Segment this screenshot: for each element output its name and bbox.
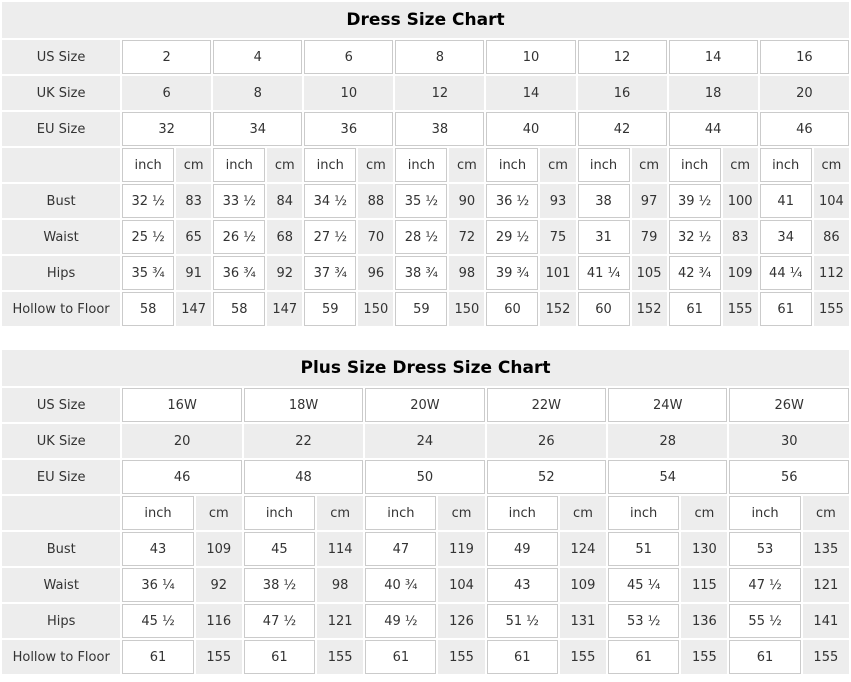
measure-inch-cell: 35 ½	[395, 184, 447, 218]
measure-cm-cell: 104	[438, 568, 484, 602]
unit-header-row	[2, 496, 849, 530]
measure-inch-cell: 40 ¾	[365, 568, 436, 602]
measure-inch-cell: 28 ½	[395, 220, 447, 254]
unit-row-spacer	[2, 148, 120, 182]
measure-inch-cell: 38 ½	[244, 568, 315, 602]
unit-inch-header: inch	[395, 148, 447, 182]
unit-cm-header: cm	[632, 148, 667, 182]
measure-inch-cell: 47 ½	[729, 568, 800, 602]
measure-cm-cell: 83	[176, 184, 211, 218]
size-value-cell: 50	[365, 460, 484, 494]
size-value-cell: 12	[578, 40, 667, 74]
measure-cm-cell: 104	[814, 184, 849, 218]
measurement-row	[2, 604, 849, 638]
measure-cm-cell: 155	[681, 640, 727, 674]
unit-inch-header: inch	[608, 496, 679, 530]
size-value-cell: 12	[395, 76, 484, 110]
size-value-cell: 20	[122, 424, 241, 458]
measure-cm-cell: 98	[449, 256, 484, 290]
measure-cm-cell: 141	[803, 604, 849, 638]
measure-cm-cell: 96	[358, 256, 393, 290]
measure-cm-cell: 115	[681, 568, 727, 602]
chart-title: Plus Size Dress Size Chart	[2, 350, 849, 386]
row-label: Hollow to Floor	[2, 640, 120, 674]
size-row	[2, 460, 849, 494]
measure-inch-cell: 39 ¾	[486, 256, 538, 290]
unit-cm-header: cm	[449, 148, 484, 182]
measure-inch-cell: 61	[244, 640, 315, 674]
size-value-cell: 10	[486, 40, 575, 74]
size-value-cell: 32	[122, 112, 211, 146]
measure-cm-cell: 155	[317, 640, 363, 674]
measure-cm-cell: 124	[560, 532, 606, 566]
measure-cm-cell: 147	[176, 292, 211, 326]
unit-cm-header: cm	[681, 496, 727, 530]
measure-cm-cell: 105	[632, 256, 667, 290]
measure-inch-cell: 37 ¾	[304, 256, 356, 290]
measure-cm-cell: 130	[681, 532, 727, 566]
measure-inch-cell: 43	[122, 532, 193, 566]
size-value-cell: 56	[729, 460, 849, 494]
row-label: US Size	[2, 40, 120, 74]
row-label: Hollow to Floor	[2, 292, 120, 326]
size-value-cell: 34	[213, 112, 302, 146]
unit-cm-header: cm	[196, 496, 242, 530]
chart-title: Dress Size Chart	[2, 2, 849, 38]
unit-inch-header: inch	[213, 148, 265, 182]
size-value-cell: 46	[760, 112, 849, 146]
measure-inch-cell: 36 ½	[486, 184, 538, 218]
measure-inch-cell: 41 ¼	[578, 256, 630, 290]
unit-inch-header: inch	[244, 496, 315, 530]
measure-inch-cell: 60	[578, 292, 630, 326]
size-row	[2, 424, 849, 458]
row-label: Waist	[2, 568, 120, 602]
measure-cm-cell: 86	[814, 220, 849, 254]
measure-inch-cell: 35 ¾	[122, 256, 174, 290]
size-value-cell: 6	[122, 76, 211, 110]
row-label: Hips	[2, 604, 120, 638]
measure-cm-cell: 109	[723, 256, 758, 290]
plus-size-dress-size-chart-table	[0, 348, 851, 676]
measure-inch-cell: 61	[669, 292, 721, 326]
measure-inch-cell: 43	[487, 568, 558, 602]
measure-cm-cell: 135	[803, 532, 849, 566]
measure-inch-cell: 26 ½	[213, 220, 265, 254]
unit-cm-header: cm	[358, 148, 393, 182]
size-value-cell: 24	[365, 424, 484, 458]
measure-inch-cell: 34	[760, 220, 812, 254]
size-value-cell: 38	[395, 112, 484, 146]
measure-inch-cell: 31	[578, 220, 630, 254]
measure-inch-cell: 61	[122, 640, 193, 674]
size-row	[2, 40, 849, 74]
size-value-cell: 8	[213, 76, 302, 110]
unit-cm-header: cm	[176, 148, 211, 182]
row-label: Bust	[2, 532, 120, 566]
measure-inch-cell: 59	[395, 292, 447, 326]
measurement-row	[2, 184, 849, 218]
size-row	[2, 112, 849, 146]
measure-inch-cell: 34 ½	[304, 184, 356, 218]
measure-inch-cell: 41	[760, 184, 812, 218]
measure-inch-cell: 53 ½	[608, 604, 679, 638]
row-label: Hips	[2, 256, 120, 290]
measure-inch-cell: 51	[608, 532, 679, 566]
size-value-cell: 48	[244, 460, 363, 494]
measure-cm-cell: 92	[196, 568, 242, 602]
size-value-cell: 8	[395, 40, 484, 74]
measure-cm-cell: 90	[449, 184, 484, 218]
measure-cm-cell: 72	[449, 220, 484, 254]
measure-inch-cell: 55 ½	[729, 604, 800, 638]
measure-inch-cell: 60	[486, 292, 538, 326]
measure-inch-cell: 42 ¾	[669, 256, 721, 290]
measure-cm-cell: 101	[540, 256, 575, 290]
size-value-cell: 20	[760, 76, 849, 110]
measure-cm-cell: 91	[176, 256, 211, 290]
size-value-cell: 28	[608, 424, 727, 458]
unit-inch-header: inch	[729, 496, 800, 530]
measure-cm-cell: 152	[632, 292, 667, 326]
measure-inch-cell: 47 ½	[244, 604, 315, 638]
unit-inch-header: inch	[669, 148, 721, 182]
measure-inch-cell: 32 ½	[669, 220, 721, 254]
measure-inch-cell: 59	[304, 292, 356, 326]
size-value-cell: 14	[669, 40, 758, 74]
measure-inch-cell: 61	[608, 640, 679, 674]
row-label: UK Size	[2, 76, 120, 110]
size-value-cell: 18	[669, 76, 758, 110]
measure-cm-cell: 97	[632, 184, 667, 218]
size-value-cell: 36	[304, 112, 393, 146]
row-label: Waist	[2, 220, 120, 254]
measure-inch-cell: 61	[729, 640, 800, 674]
measure-cm-cell: 155	[438, 640, 484, 674]
measure-inch-cell: 38	[578, 184, 630, 218]
measure-cm-cell: 68	[267, 220, 302, 254]
measure-inch-cell: 27 ½	[304, 220, 356, 254]
size-value-cell: 30	[729, 424, 849, 458]
size-value-cell: 14	[486, 76, 575, 110]
chart-title-row	[2, 350, 849, 386]
measure-cm-cell: 88	[358, 184, 393, 218]
measure-cm-cell: 150	[358, 292, 393, 326]
dress-size-chart-table	[0, 0, 851, 328]
unit-inch-header: inch	[365, 496, 436, 530]
measurement-row	[2, 220, 849, 254]
measure-inch-cell: 32 ½	[122, 184, 174, 218]
size-value-cell: 6	[304, 40, 393, 74]
size-value-cell: 42	[578, 112, 667, 146]
measure-cm-cell: 155	[196, 640, 242, 674]
measure-cm-cell: 65	[176, 220, 211, 254]
measure-inch-cell: 44 ¼	[760, 256, 812, 290]
unit-cm-header: cm	[540, 148, 575, 182]
measurement-row	[2, 640, 849, 674]
size-value-cell: 22	[244, 424, 363, 458]
unit-inch-header: inch	[122, 496, 193, 530]
size-value-cell: 16	[760, 40, 849, 74]
measure-cm-cell: 152	[540, 292, 575, 326]
row-label: EU Size	[2, 460, 120, 494]
measure-inch-cell: 25 ½	[122, 220, 174, 254]
measure-inch-cell: 51 ½	[487, 604, 558, 638]
measure-cm-cell: 116	[196, 604, 242, 638]
measure-cm-cell: 147	[267, 292, 302, 326]
measure-inch-cell: 61	[487, 640, 558, 674]
measure-inch-cell: 53	[729, 532, 800, 566]
measure-cm-cell: 114	[317, 532, 363, 566]
measurement-row	[2, 568, 849, 602]
measure-cm-cell: 155	[560, 640, 606, 674]
size-value-cell: 2	[122, 40, 211, 74]
unit-cm-header: cm	[723, 148, 758, 182]
measure-cm-cell: 75	[540, 220, 575, 254]
unit-inch-header: inch	[487, 496, 558, 530]
unit-cm-header: cm	[317, 496, 363, 530]
row-label: UK Size	[2, 424, 120, 458]
measure-cm-cell: 79	[632, 220, 667, 254]
measure-cm-cell: 121	[317, 604, 363, 638]
measure-cm-cell: 84	[267, 184, 302, 218]
size-value-cell: 26	[487, 424, 606, 458]
measure-inch-cell: 29 ½	[486, 220, 538, 254]
measure-inch-cell: 33 ½	[213, 184, 265, 218]
measure-inch-cell: 38 ¾	[395, 256, 447, 290]
size-value-cell: 52	[487, 460, 606, 494]
row-label: US Size	[2, 388, 120, 422]
size-row	[2, 76, 849, 110]
size-value-cell: 44	[669, 112, 758, 146]
measure-inch-cell: 58	[122, 292, 174, 326]
measure-inch-cell: 45	[244, 532, 315, 566]
measure-inch-cell: 45 ¼	[608, 568, 679, 602]
measure-cm-cell: 121	[803, 568, 849, 602]
measure-inch-cell: 58	[213, 292, 265, 326]
unit-inch-header: inch	[760, 148, 812, 182]
size-value-cell: 24W	[608, 388, 727, 422]
measure-inch-cell: 61	[760, 292, 812, 326]
measure-cm-cell: 126	[438, 604, 484, 638]
measure-inch-cell: 36 ¾	[213, 256, 265, 290]
measure-cm-cell: 93	[540, 184, 575, 218]
measure-cm-cell: 136	[681, 604, 727, 638]
measurement-row	[2, 292, 849, 326]
size-value-cell: 16	[578, 76, 667, 110]
measure-cm-cell: 83	[723, 220, 758, 254]
unit-inch-header: inch	[486, 148, 538, 182]
measure-cm-cell: 70	[358, 220, 393, 254]
measure-cm-cell: 109	[560, 568, 606, 602]
measure-inch-cell: 36 ¼	[122, 568, 193, 602]
unit-row-spacer	[2, 496, 120, 530]
measure-inch-cell: 39 ½	[669, 184, 721, 218]
measure-cm-cell: 155	[723, 292, 758, 326]
measure-cm-cell: 98	[317, 568, 363, 602]
chart-title-row	[2, 2, 849, 38]
size-value-cell: 22W	[487, 388, 606, 422]
size-value-cell: 10	[304, 76, 393, 110]
unit-cm-header: cm	[560, 496, 606, 530]
size-value-cell: 4	[213, 40, 302, 74]
measure-cm-cell: 92	[267, 256, 302, 290]
size-value-cell: 26W	[729, 388, 849, 422]
size-value-cell: 40	[486, 112, 575, 146]
measure-cm-cell: 112	[814, 256, 849, 290]
unit-inch-header: inch	[578, 148, 630, 182]
size-value-cell: 16W	[122, 388, 241, 422]
measure-cm-cell: 155	[803, 640, 849, 674]
size-value-cell: 54	[608, 460, 727, 494]
measurement-row	[2, 532, 849, 566]
measure-inch-cell: 45 ½	[122, 604, 193, 638]
size-value-cell: 46	[122, 460, 241, 494]
unit-cm-header: cm	[803, 496, 849, 530]
unit-cm-header: cm	[438, 496, 484, 530]
measure-cm-cell: 109	[196, 532, 242, 566]
measure-cm-cell: 150	[449, 292, 484, 326]
measure-cm-cell: 131	[560, 604, 606, 638]
unit-header-row	[2, 148, 849, 182]
size-row	[2, 388, 849, 422]
measure-inch-cell: 47	[365, 532, 436, 566]
measure-inch-cell: 49 ½	[365, 604, 436, 638]
measurement-row	[2, 256, 849, 290]
unit-cm-header: cm	[267, 148, 302, 182]
row-label: Bust	[2, 184, 120, 218]
row-label: EU Size	[2, 112, 120, 146]
measure-cm-cell: 119	[438, 532, 484, 566]
measure-cm-cell: 100	[723, 184, 758, 218]
unit-inch-header: inch	[304, 148, 356, 182]
size-value-cell: 18W	[244, 388, 363, 422]
measure-inch-cell: 49	[487, 532, 558, 566]
measure-inch-cell: 61	[365, 640, 436, 674]
unit-cm-header: cm	[814, 148, 849, 182]
measure-cm-cell: 155	[814, 292, 849, 326]
size-value-cell: 20W	[365, 388, 484, 422]
unit-inch-header: inch	[122, 148, 174, 182]
